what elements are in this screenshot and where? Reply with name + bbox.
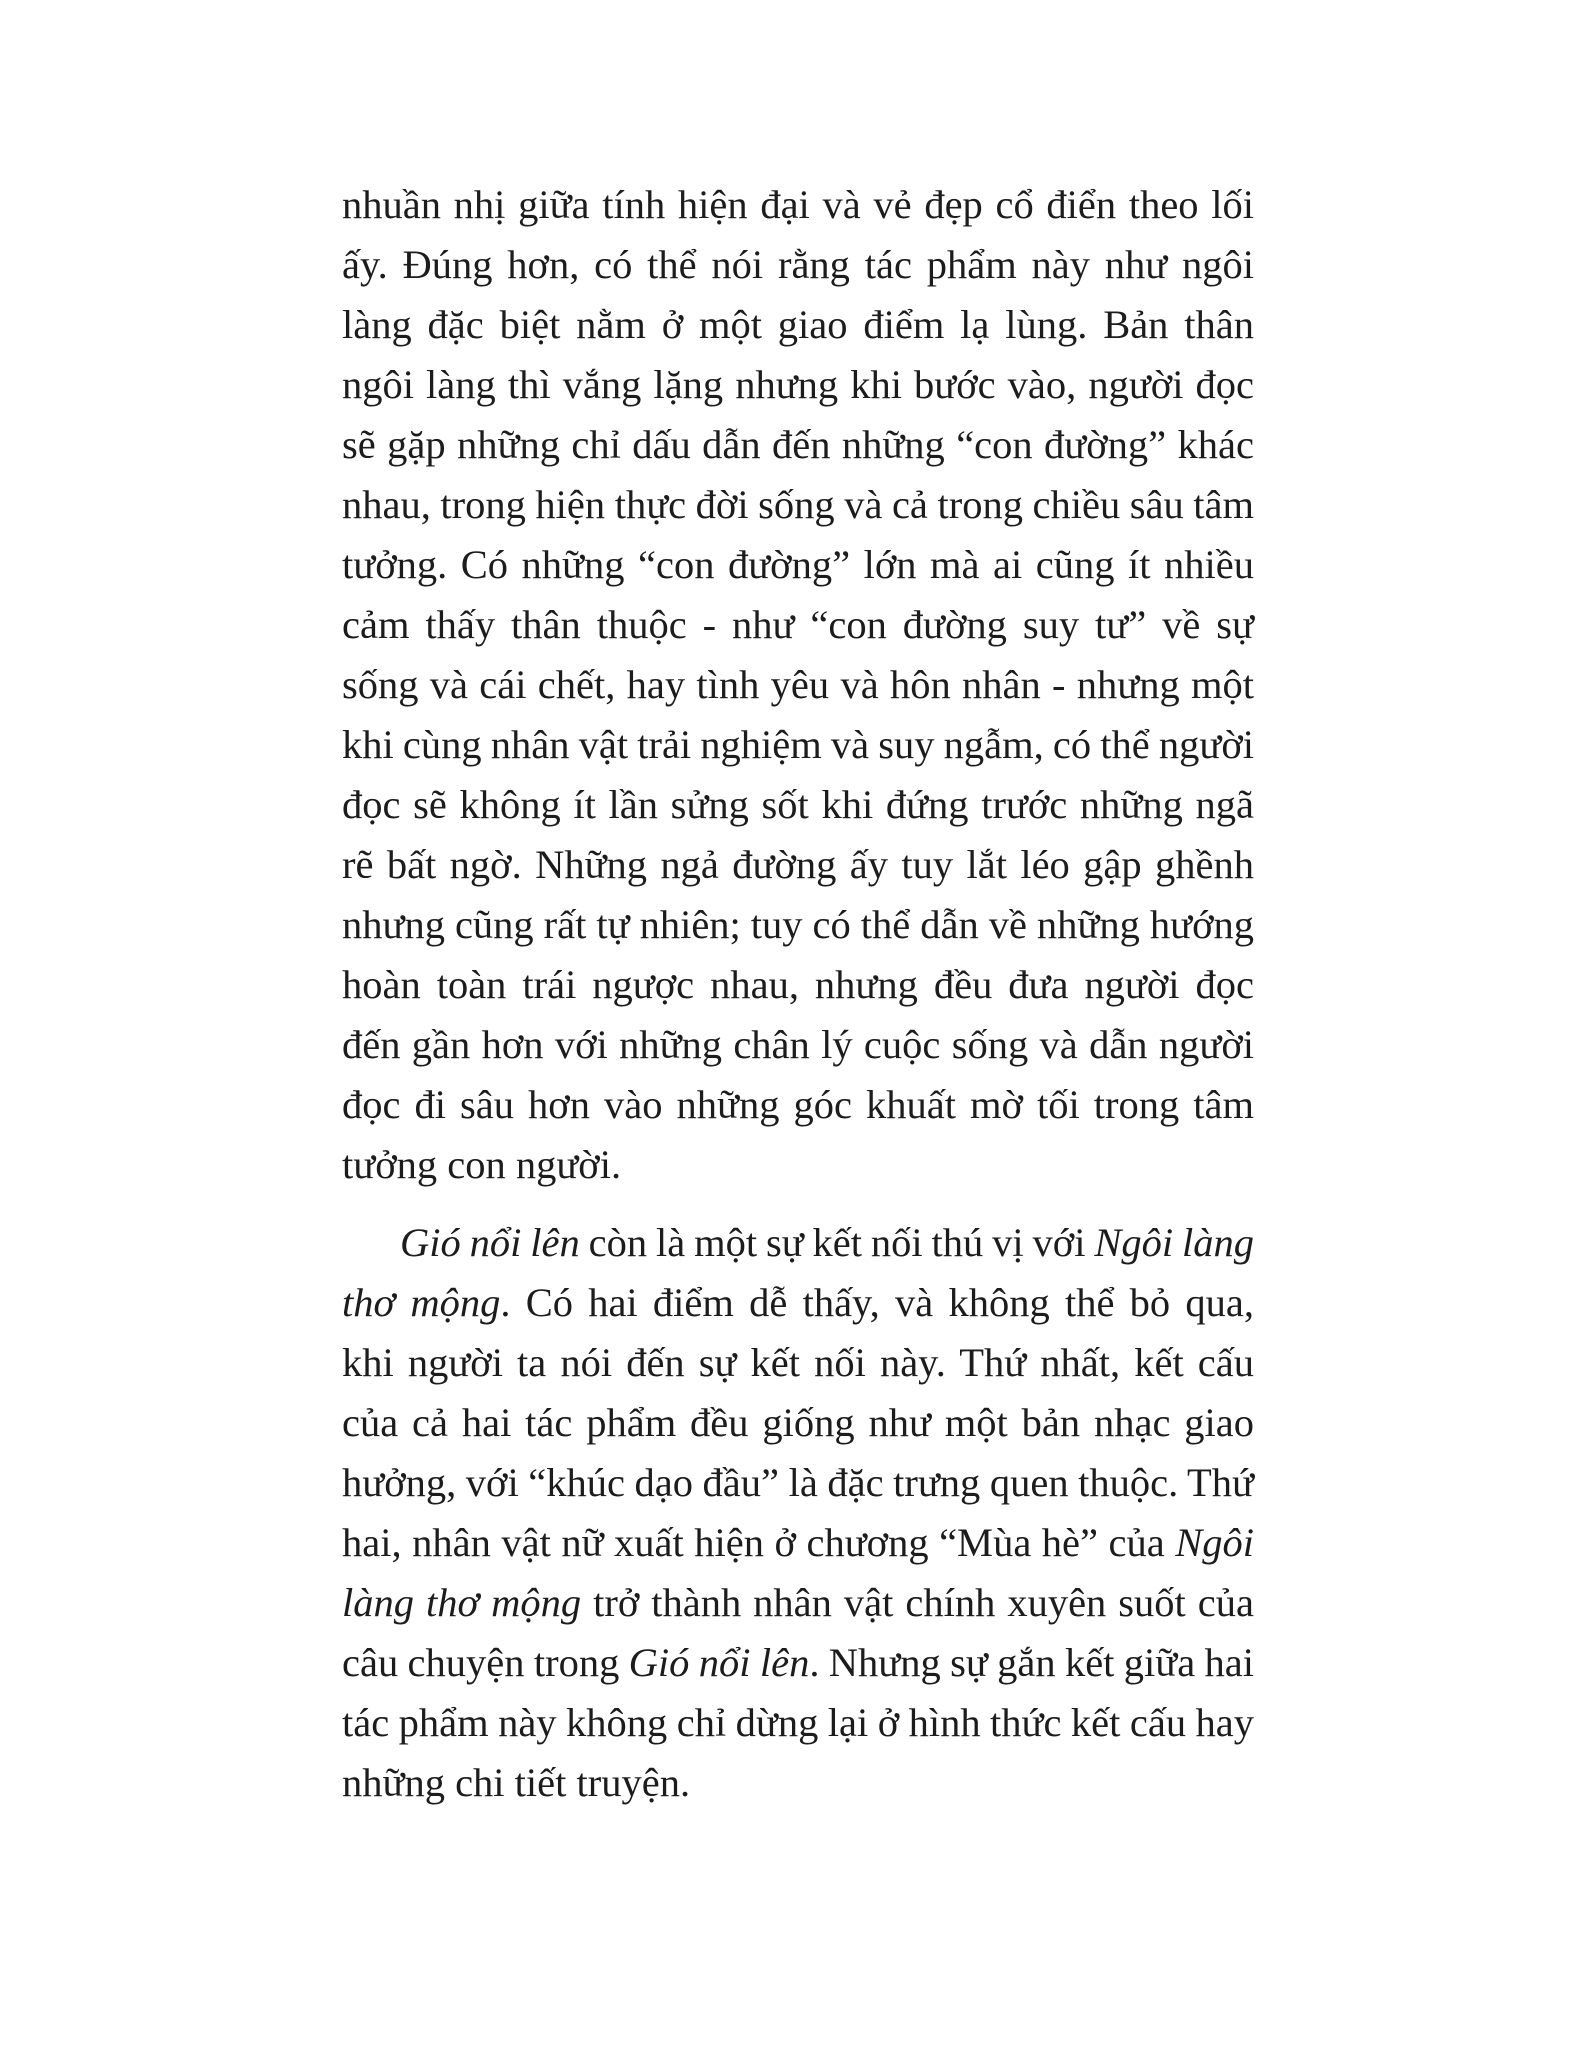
- italic-title-text: Ngôi: [1175, 1520, 1254, 1565]
- text-line: [342, 475, 1254, 535]
- body-text-segment: hoàn toàn trái ngược nhau, nhưng đều đưa người đọc: [342, 962, 1254, 1007]
- text-line: [342, 835, 1254, 895]
- body-text-segment: sống và cái chết, hay tình yêu và hôn nhân - nhưng một: [342, 662, 1254, 707]
- text-line: [342, 1753, 1254, 1813]
- body-text-segment: hưởng, với “khúc dạo đầu” là đặc trưng quen thuộc. Thứ: [342, 1460, 1254, 1505]
- body-text-segment: khi cùng nhân vật trải nghiệm và suy ngẫm, có thể người: [342, 722, 1254, 767]
- body-text-segment: đọc sẽ không ít lần sửng sốt khi đứng trước những ngã: [342, 782, 1254, 827]
- body-text-segment: cảm thấy thân thuộc - như “con đường suy tư” về sự: [342, 602, 1254, 647]
- text-line: [342, 1213, 1254, 1273]
- text-line: [342, 895, 1254, 955]
- body-text-segment: tưởng. Có những “con đường” lớn mà ai cũng ít nhiều: [342, 542, 1254, 587]
- body-text-segment: đến gần hơn với những chân lý cuộc sống và dẫn người: [342, 1022, 1254, 1067]
- text-line: [342, 775, 1254, 835]
- text-line: [342, 1693, 1254, 1753]
- body-text: [342, 175, 1254, 1813]
- italic-title-text: Gió nổi lên: [400, 1220, 580, 1265]
- text-line: [342, 955, 1254, 1015]
- text-line: [342, 1633, 1254, 1693]
- body-text-segment: ngôi làng thì vắng lặng nhưng khi bước vào, người đọc: [342, 362, 1254, 407]
- body-text-segment: nhưng cũng rất tự nhiên; tuy có thể dẫn về những hướng: [342, 902, 1254, 947]
- body-text-segment: nhuần nhị giữa tính hiện đại và vẻ đẹp cổ điển theo lối: [342, 182, 1254, 227]
- text-line: [342, 1393, 1254, 1453]
- body-text-segment: sẽ gặp những chỉ dấu dẫn đến những “con đường” khác: [342, 422, 1254, 467]
- body-text-segment: tác phẩm này không chỉ dừng lại ở hình thức kết cấu hay: [342, 1700, 1254, 1745]
- body-text-segment: còn là một sự kết nối thú vị với: [579, 1220, 1095, 1265]
- paragraph: [342, 1213, 1254, 1813]
- body-text-segment: rẽ bất ngờ. Những ngả đường ấy tuy lắt léo gập ghềnh: [342, 842, 1254, 887]
- italic-title-text: làng thơ mộng: [342, 1580, 582, 1625]
- text-line: [342, 655, 1254, 715]
- body-text-segment: nhau, trong hiện thực đời sống và cả trong chiều sâu tâm: [342, 482, 1254, 527]
- text-line: [342, 535, 1254, 595]
- body-text-segment: làng đặc biệt nằm ở một giao điểm lạ lùng. Bản thân: [342, 302, 1254, 347]
- text-line: [342, 595, 1254, 655]
- text-line: [342, 1513, 1254, 1573]
- body-text-segment: tưởng con người.: [342, 1142, 622, 1187]
- body-text-segment: đọc đi sâu hơn vào những góc khuất mờ tối trong tâm: [342, 1082, 1254, 1127]
- body-text-segment: hai, nhân vật nữ xuất hiện ở chương “Mùa hè” của: [342, 1520, 1176, 1565]
- text-line: [342, 355, 1254, 415]
- text-line: [342, 1135, 1254, 1195]
- italic-title-text: thơ mộng: [342, 1280, 501, 1325]
- body-text-segment: . Nhưng sự gắn kết giữa hai: [809, 1640, 1255, 1685]
- text-line: [342, 1573, 1254, 1633]
- body-text-segment: khi người ta nói đến sự kết nối này. Thứ nhất, kết cấu: [342, 1340, 1254, 1385]
- paragraph: [342, 175, 1254, 1195]
- body-text-segment: câu chuyện trong: [342, 1640, 629, 1685]
- text-line: [342, 295, 1254, 355]
- text-line: [342, 715, 1254, 775]
- body-text-segment: . Có hai điểm dễ thấy, và không thể bỏ qua,: [500, 1280, 1255, 1325]
- text-line: [342, 1273, 1254, 1333]
- italic-title-text: Ngôi làng: [1094, 1220, 1255, 1265]
- body-text-segment: trở thành nhân vật chính xuyên suốt của: [581, 1580, 1254, 1625]
- text-line: [342, 1015, 1254, 1075]
- body-text-segment: của cả hai tác phẩm đều giống như một bản nhạc giao: [342, 1400, 1254, 1445]
- text-line: [342, 1075, 1254, 1135]
- text-line: [342, 235, 1254, 295]
- italic-title-text: Gió nổi lên: [628, 1640, 810, 1685]
- text-line: [342, 415, 1254, 475]
- text-line: [342, 1453, 1254, 1513]
- text-line: [342, 175, 1254, 235]
- body-text-segment: ấy. Đúng hơn, có thể nói rằng tác phẩm này như ngôi: [342, 242, 1254, 287]
- text-line: [342, 1333, 1254, 1393]
- body-text-segment: những chi tiết truyện.: [342, 1760, 691, 1805]
